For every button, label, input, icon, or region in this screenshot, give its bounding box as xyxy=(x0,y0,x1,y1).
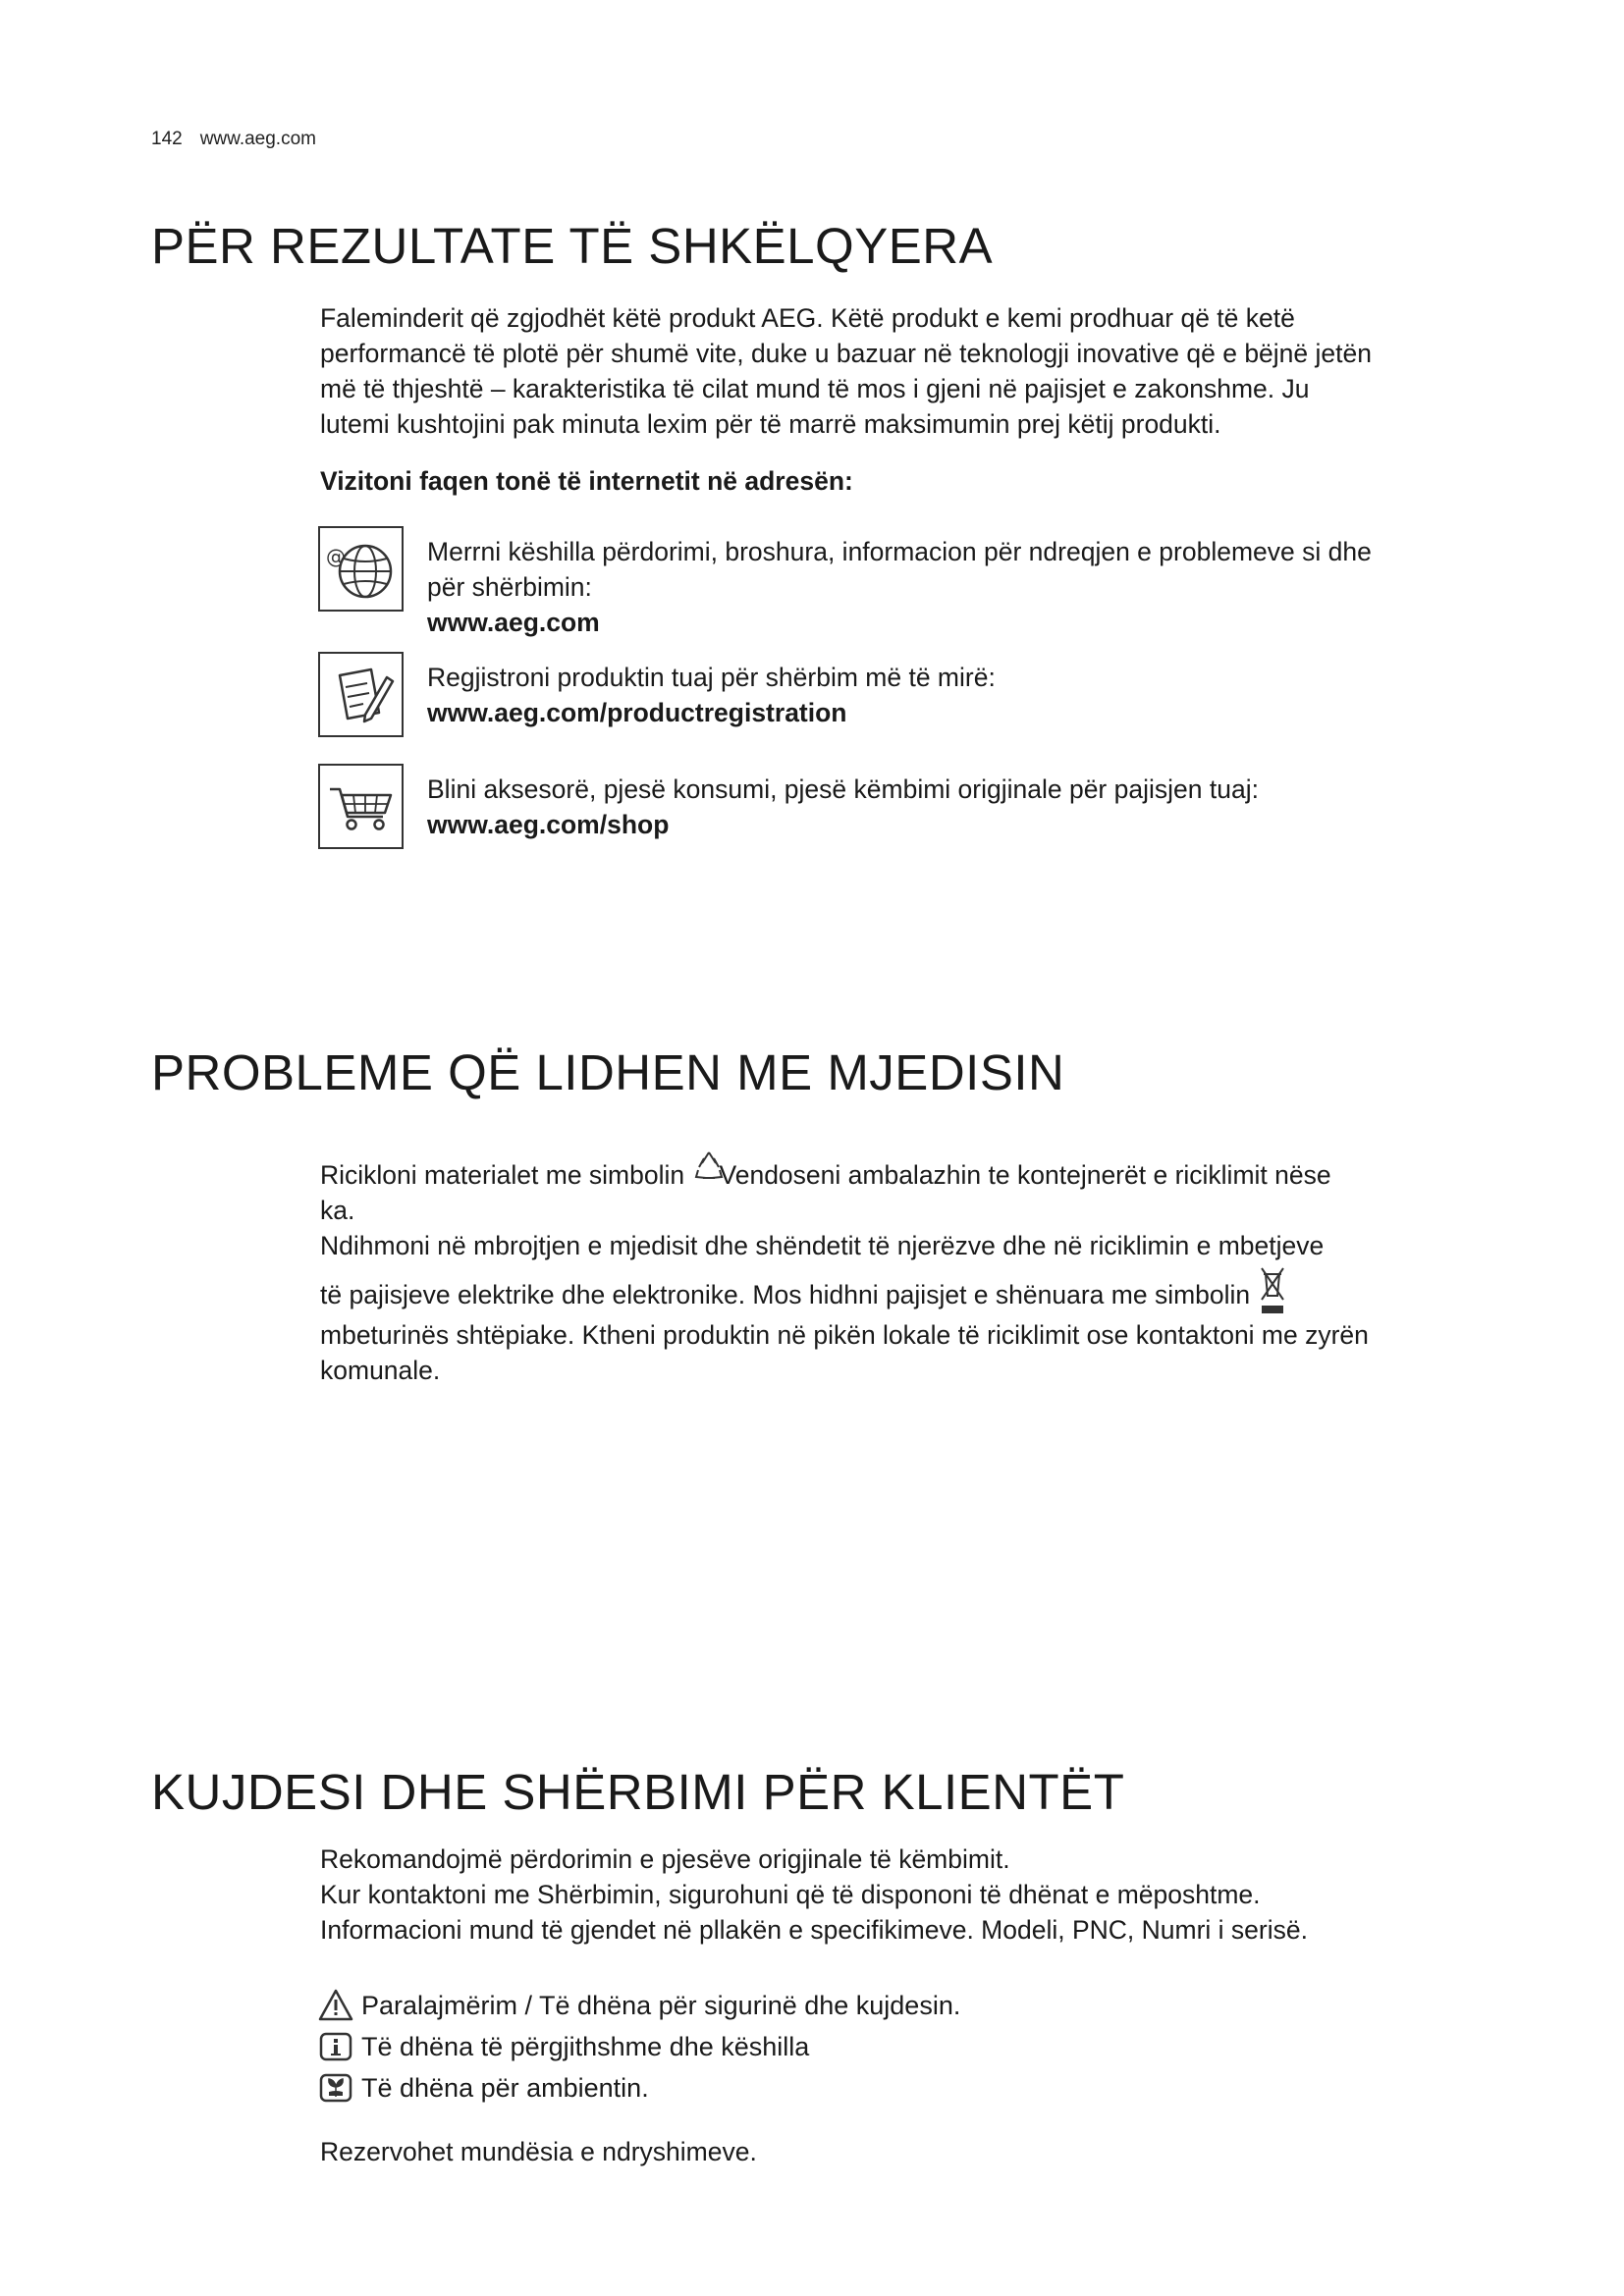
intro-line: performancë të plotë për shumë vite, duke u bazuar në teknologji inovative që e bëjnë jetën xyxy=(320,339,1372,368)
link-description: për shërbimin: xyxy=(427,572,592,602)
link-url-shop[interactable]: www.aeg.com/shop xyxy=(427,810,670,839)
legend-row xyxy=(318,2067,960,2109)
link-row-shop xyxy=(318,764,1507,849)
page-header xyxy=(151,129,316,150)
legend-text: Të dhëna të përgjithshme dhe këshilla xyxy=(361,2031,810,2061)
recycle-text-before: Ricikloni materialet me simbolin xyxy=(320,1160,685,1190)
intro-line: lutemi kushtojini pak minuta lexim për të marrë maksimumin prej këtij produkti. xyxy=(320,409,1221,439)
symbol-legend xyxy=(318,1985,960,2109)
web-globe-icon xyxy=(318,526,404,612)
care-line: Informacioni mund të gjendet në pllakën e specifikimeve. Modeli, PNC, Numri i serisë. xyxy=(320,1915,1308,1945)
intro-line: më të thjeshtë – karakteristika të cilat mund të mos i gjeni në pajisjet e zakonshme. Ju xyxy=(320,374,1310,403)
care-line: Rekomandojmë përdorimin e pjesëve origjinale të këmbimit. xyxy=(320,1844,1010,1874)
environment-line: Ndihmoni në mbrojtjen e mjedisit dhe shëndetit të njerëzve dhe në riciklimin e mbetjeve xyxy=(320,1231,1325,1260)
section-title-results: PËR REZULTATE TË SHKËLQYERA xyxy=(151,218,994,274)
legend-text: Paralajmërim / Të dhëna për sigurinë dhe kujdesin. xyxy=(361,1990,961,2020)
environment-line: të pajisjeve elektrike dhe elektronike. Mos hidhni pajisjet e shënuara me simbolin xyxy=(320,1280,1251,1309)
link-url-website[interactable]: www.aeg.com xyxy=(427,608,600,637)
environment-leaf-icon xyxy=(318,2070,353,2106)
visit-heading: Vizitoni faqen tonë të internetit në adresën: xyxy=(320,466,853,496)
intro-paragraph xyxy=(320,300,1528,442)
link-description: Blini aksesorë, pjesë konsumi, pjesë këmbimi origjinale për pajisjen tuaj: xyxy=(427,774,1259,804)
section-title-customer-care: KUJDESI DHE SHËRBIMI PËR KLIENTËT xyxy=(151,1764,1125,1820)
care-line: Kur kontaktoni me Shërbimin, sigurohuni që të dispononi të dhënat e mëposhtme. xyxy=(320,1880,1261,1909)
legend-row xyxy=(318,2026,960,2067)
link-row-website xyxy=(318,526,1507,640)
info-icon xyxy=(318,2029,353,2064)
header-url[interactable]: www.aeg.com xyxy=(199,129,316,149)
recycle-text-after: Vendoseni ambalazhin te kontejnerët e riciklimit nëse xyxy=(719,1160,1331,1190)
svg-text:@: @ xyxy=(325,544,346,568)
link-description: Merrni këshilla përdorimi, broshura, informacion për ndreqjen e problemeve si dhe xyxy=(427,537,1372,566)
warning-triangle-icon xyxy=(318,1988,353,2023)
section-title-environment: PROBLEME QË LIDHEN ME MJEDISIN xyxy=(151,1044,1065,1100)
link-row-registration xyxy=(318,652,1507,737)
environment-line: ka. xyxy=(320,1196,355,1225)
intro-line: Faleminderit që zgjodhët këtë produkt AEG. Këtë produkt e kemi prodhuar që të ketë xyxy=(320,303,1295,333)
legend-row xyxy=(318,1985,960,2026)
shopping-cart-icon xyxy=(318,764,404,849)
environment-paragraph xyxy=(320,1150,1528,1388)
customer-care-paragraph xyxy=(320,1842,1528,1948)
link-url-registration[interactable]: www.aeg.com/productregistration xyxy=(427,698,847,727)
environment-line: mbeturinës shtëpiake. Ktheni produktin në pikën lokale të riciklimit ose kontaktoni me zyrën xyxy=(320,1320,1369,1350)
link-description: Regjistroni produktin tuaj për shërbim më të mirë: xyxy=(427,663,996,692)
environment-line: komunale. xyxy=(320,1356,441,1385)
legend-text: Të dhëna për ambientin. xyxy=(361,2072,649,2103)
crossed-out-bin-icon xyxy=(1258,1266,1287,1317)
registration-document-icon xyxy=(318,652,404,737)
footer-note: Rezervohet mundësia e ndryshimeve. xyxy=(320,2137,757,2166)
page-number: 142 xyxy=(151,129,183,149)
